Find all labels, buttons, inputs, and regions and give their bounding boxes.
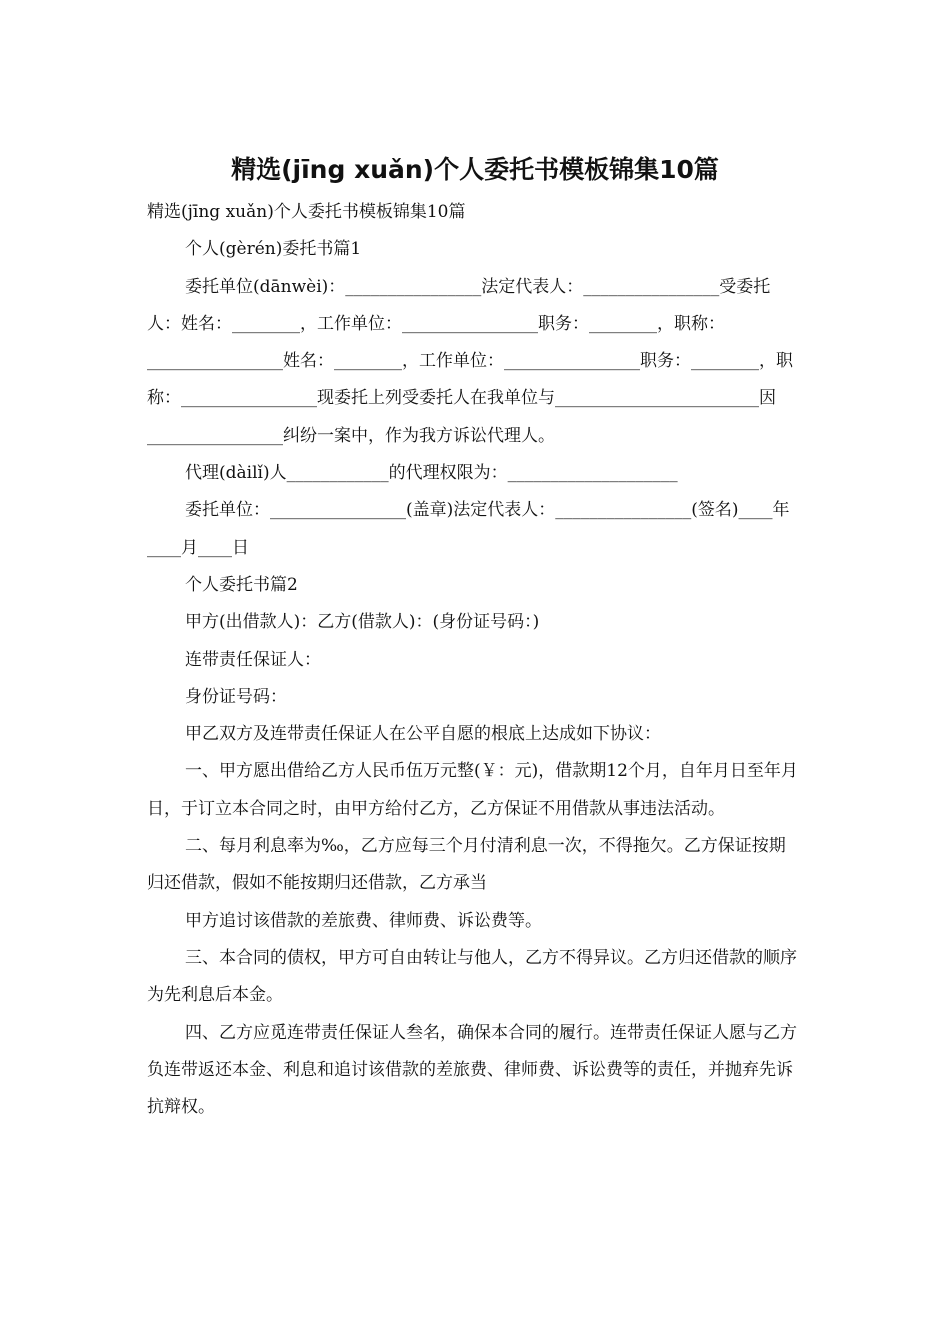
document-title: 精选(jīng xuǎn)个人委托书模板锦集10篇 bbox=[231, 155, 719, 184]
paragraph: 委托单位(dānwèi)：________________法定代表人：________________受委托人：姓名：________，工作单位：________________职务：________，职称：________________姓名：________，工作单位：________________职务：________，职称：________________现委托上列受委托人在我单位与________________________因________________纠纷一案中，作为我方诉讼代理人。 bbox=[147, 276, 793, 446]
paragraph: 连带责任保证人： bbox=[185, 649, 321, 670]
section-heading-1: 个人(gèrén)委托书篇1 bbox=[185, 239, 362, 260]
paragraph: 二、每月利息率为‰，乙方应每三个月付清利息一次，不得拖欠。乙方保证按期归还借款，假如不能按期归还借款，乙方承当 bbox=[147, 836, 786, 894]
paragraph: 甲方(出借款人)：乙方(借款人)：(身份证号码：) bbox=[185, 612, 540, 633]
paragraph: 代理(dàilǐ)人____________的代理权限为：____________________ bbox=[185, 463, 678, 484]
paragraph: 委托单位：________________(盖章)法定代表人：________________(签名)____年____月____日 bbox=[147, 500, 790, 558]
paragraph: 四、乙方应觅连带责任保证人叁名，确保本合同的履行。连带责任保证人愿与乙方负连带返还本金、利息和追讨该借款的差旅费、律师费、诉讼费等的责任，并抛弃先诉抗辩权。 bbox=[147, 1022, 797, 1118]
paragraph: 一、甲方愿出借给乙方人民币伍万元整(￥：元)，借款期12个月，自年月日至年月日，于订立本合同之时，由甲方给付乙方，乙方保证不用借款从事违法活动。 bbox=[147, 761, 798, 819]
paragraph: 甲方追讨该借款的差旅费、律师费、诉讼费等。 bbox=[185, 910, 542, 931]
section-heading-2: 个人委托书篇2 bbox=[185, 574, 298, 595]
paragraph: 身份证号码： bbox=[185, 686, 287, 707]
document-subtitle: 精选(jīng xuǎn)个人委托书模板锦集10篇 bbox=[147, 202, 466, 222]
paragraph: 甲乙双方及连带责任保证人在公平自愿的根底上达成如下协议： bbox=[185, 724, 661, 745]
paragraph: 三、本合同的债权，甲方可自由转让与他人，乙方不得异议。乙方归还借款的顺序为先利息后本金。 bbox=[147, 947, 797, 1006]
document-body bbox=[147, 194, 802, 1126]
